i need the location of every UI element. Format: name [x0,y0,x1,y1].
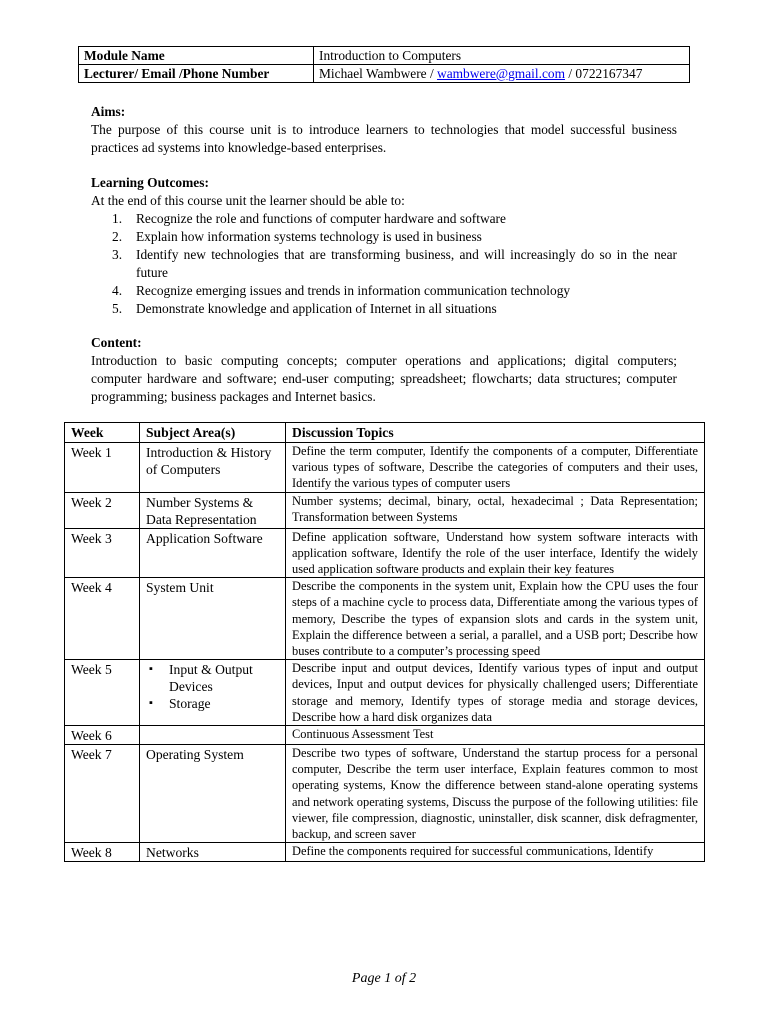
topics-cell: Describe the components in the system unit, Explain how the CPU uses the four steps of a machine cycle to process data, Differentiate among the various types of memory, Describe the types of expansion slots and cards in the system unit, Explain the difference between a serial, a parallel, and a USB port; Describe how buses contribute to a computer’s processing speed [286,578,705,660]
content-text: Introduction to basic computing concepts; computer operations and applications; digital computers; computer hardware and software; end-user computing; spreadsheet; flowcharts; data structures; computer programming; business packages and Internet basics. [91,353,677,404]
table-row [65,843,705,862]
list-text: Demonstrate knowledge and application of Internet in all situations [136,301,497,316]
list-item [91,246,677,282]
lecturer-name: Michael Wambwere / [319,65,438,81]
table-row [65,578,705,660]
topics-cell: Continuous Assessment Test [286,726,705,745]
lecturer-label: Lecturer/ Email /Phone Number [79,65,314,83]
list-number: 2. [112,229,123,244]
column-header-week: Week [65,423,140,443]
lecturer-row [79,65,690,83]
list-number: 4. [112,283,123,298]
aims-heading: Aims: [91,104,126,119]
table-row [65,492,705,528]
list-item [91,282,677,300]
subject-cell: Networks [140,843,286,862]
list-item [91,300,677,318]
subject-cell: System Unit [140,578,286,660]
module-info-table [78,46,690,83]
table-row [65,443,705,493]
aims-section [91,103,677,157]
column-header-subject: Subject Area(s) [140,423,286,443]
table-row [65,726,705,745]
module-name-label: Module Name [79,47,314,65]
bullet-icon: ▪ [149,663,153,676]
week-cell: Week 3 [65,528,140,578]
learning-outcomes-list [91,210,677,318]
subject-cell: Application Software [140,528,286,578]
subject-cell: Number Systems & Data Representation [140,492,286,528]
module-name-row [79,47,690,65]
topics-cell: Describe two types of software, Understand the startup process for a personal computer, Describe the term user interface, Explain features common to most operating systems, Know the difference between stand-alone operating systems and network operating systems, Discuss the purpose of the following utilities: file viewer, file compression, diagnostic, uninstaller, disk scanner, disk defragmenter, backup, and screen saver [286,745,705,843]
list-item [146,695,279,712]
subject-cell: Operating System [140,745,286,843]
schedule-header-row [65,423,705,443]
learning-outcomes-section [91,174,677,318]
topics-cell: Describe input and output devices, Identify various types of input and output devices, Input and output devices for physically challenged users; Differentiate storage and memory, Identify types of storage media and storage devices, Describe how a hard disk organizes data [286,660,705,726]
list-text: Recognize emerging issues and trends in information communication technology [136,283,571,298]
topics-cell: Define the term computer, Identify the components of a computer, Differentiate various types of software, Describe the categories of computers and their uses, Identify the various types of computer users [286,443,705,493]
page-footer: Page 1 of 2 [351,971,417,986]
content-heading: Content: [91,335,142,350]
list-number: 1. [112,211,123,226]
subject-cell: Introduction & History of Computers [140,443,286,493]
learning-outcomes-heading: Learning Outcomes: [91,175,209,190]
week-cell: Week 5 [65,660,140,726]
week-cell: Week 2 [65,492,140,528]
topics-cell: Number systems; decimal, binary, octal, hexadecimal ; Data Representation; Transformation between Systems [286,492,705,528]
list-item [146,661,279,695]
aims-text: The purpose of this course unit is to introduce learners to technologies that model successful business practices ad systems into knowledge-based enterprises. [91,122,677,155]
week-cell: Week 1 [65,443,140,493]
subject-item: Storage [169,696,211,712]
week-cell: Week 4 [65,578,140,660]
week-cell: Week 7 [65,745,140,843]
subject-item: Input & Output Devices [169,662,253,695]
list-text: Identify new technologies that are transforming business, and will increasingly do so in the near future [136,247,677,280]
list-item [91,210,677,228]
learning-outcomes-intro: At the end of this course unit the learner should be able to: [91,193,405,208]
topics-cell: Define application software, Understand how system software interacts with application software, Identify the role of the user interface, Identify the widely used application software products and explain their key features [286,528,705,578]
subject-cell [140,660,286,726]
bullet-icon: ▪ [149,697,153,710]
week-cell: Week 8 [65,843,140,862]
table-row [65,745,705,843]
list-number: 5. [112,301,123,316]
week-cell: Week 6 [65,726,140,745]
list-text: Recognize the role and functions of computer hardware and software [136,211,506,226]
subject-bullet-list [146,661,279,712]
list-text: Explain how information systems technology is used in business [136,229,482,244]
table-row [65,660,705,726]
subject-cell [140,726,286,745]
lecturer-phone: / 0722167347 [565,65,643,81]
list-item [91,228,677,246]
column-header-topics: Discussion Topics [286,423,705,443]
table-row [65,528,705,578]
lecturer-email-link[interactable]: wambwere@gmail.com [437,65,566,81]
topics-cell: Define the components required for successful communications, Identify [286,843,705,862]
content-section [91,334,677,406]
list-number: 3. [112,247,123,262]
module-name-value: Introduction to Computers [314,47,690,65]
schedule-table [64,422,705,862]
lecturer-value [314,65,690,83]
